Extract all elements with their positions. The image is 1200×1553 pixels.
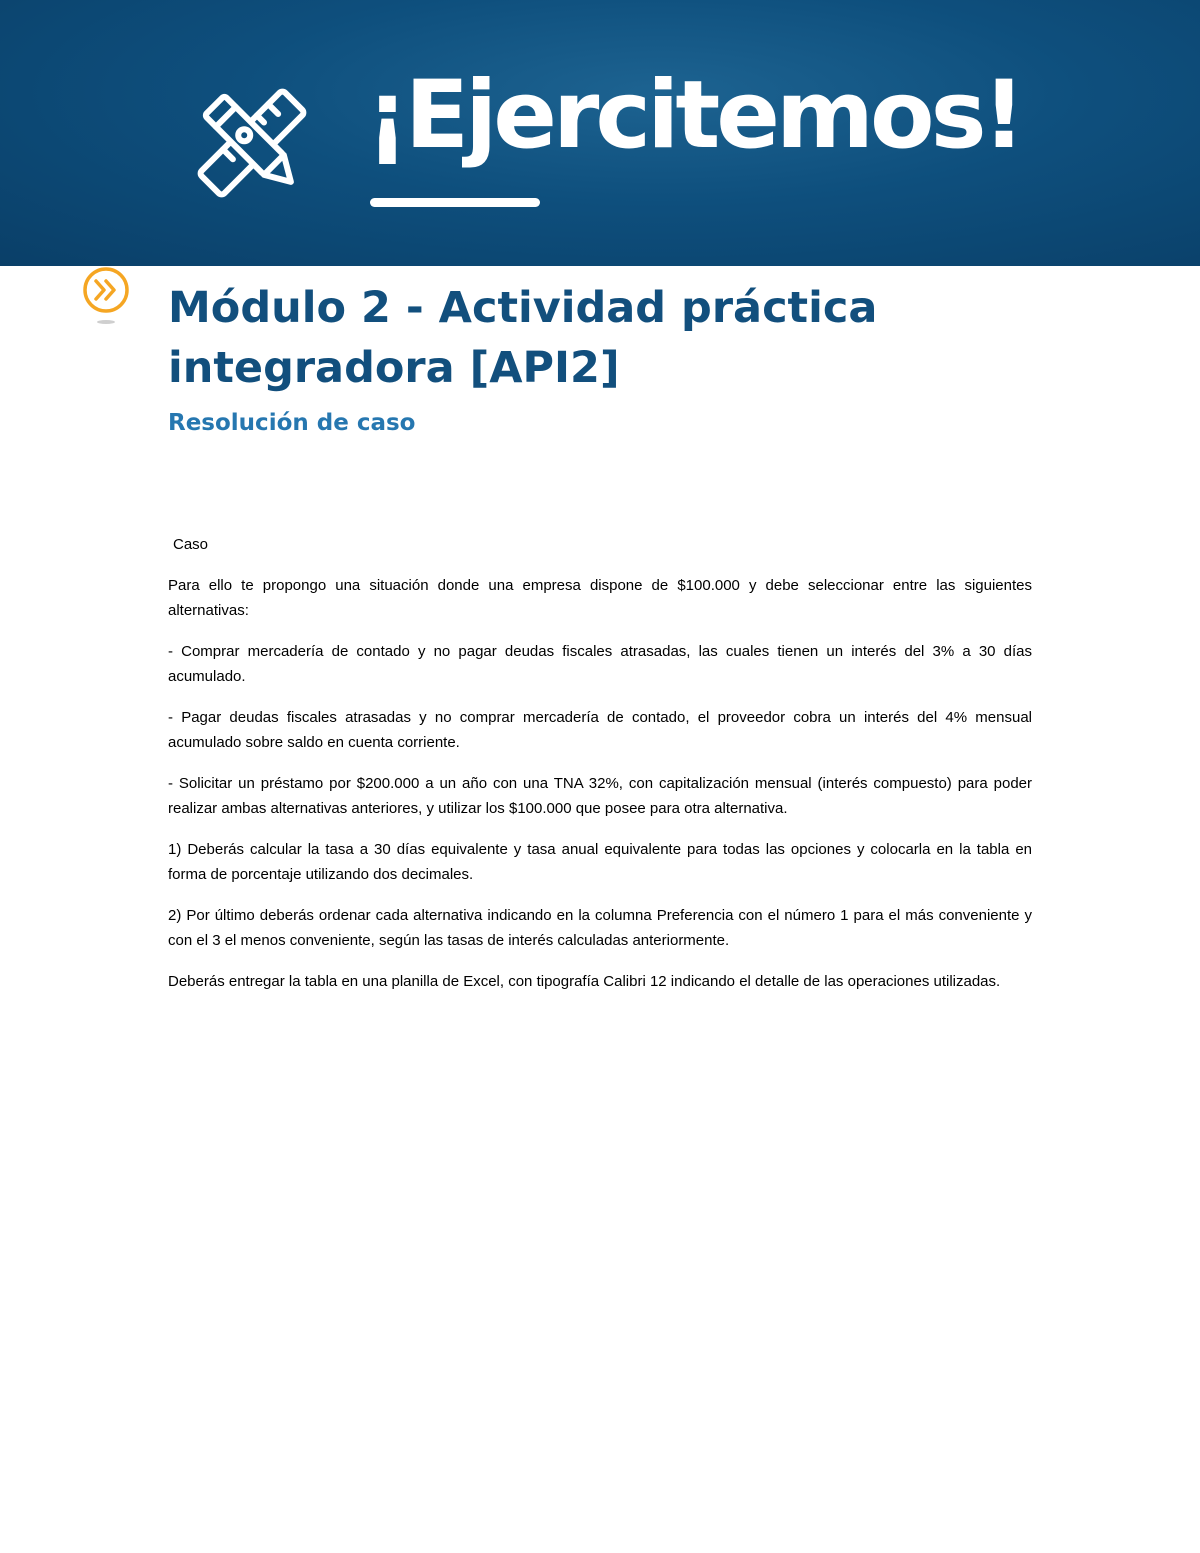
ruler-pencil-cross-icon xyxy=(196,86,308,200)
banner-underline xyxy=(370,198,540,207)
page-subtitle: Resolución de caso xyxy=(168,410,416,436)
instruction-2: 2) Por último deberás ordenar cada alternativa indicando en la columna Preferencia con el número 1 para el más conveniente y con el 3 el menos conveniente, según las tasas de interés calculadas anteriormente. xyxy=(168,907,1032,949)
banner-title: ¡Ejercitemos! xyxy=(366,61,1022,170)
delivery-instruction: Deberás entregar la tabla en una planilla de Excel, con tipografía Calibri 12 indicando el detalle de las operaciones utilizadas. xyxy=(168,973,1001,990)
case-alternative-2: - Pagar deudas fiscales atrasadas y no comprar mercadería de contado, el proveedor cobra un interés del 4% mensual acumulado sobre saldo en cuenta corriente. xyxy=(168,709,1032,751)
double-chevron-right-icon xyxy=(80,266,132,326)
instruction-1: 1) Deberás calcular la tasa a 30 días equivalente y tasa anual equivalente para todas las opciones y colocarla en la tabla en forma de porcentaje utilizando dos decimales. xyxy=(168,841,1032,883)
case-alternative-1: - Comprar mercadería de contado y no pagar deudas fiscales atrasadas, las cuales tienen un interés del 3% a 30 días acumulado. xyxy=(168,643,1032,685)
banner xyxy=(0,0,1200,266)
case-label: Caso xyxy=(173,536,209,553)
case-alternative-3: - Solicitar un préstamo por $200.000 a un año con una TNA 32%, con capitalización mensual (interés compuesto) para poder realizar ambas alternativas anteriores, y utilizar los $100.000 que posee para otra alternativa. xyxy=(168,775,1032,817)
page-title: Módulo 2 - Actividad práctica integradora [API2] xyxy=(168,283,878,393)
case-content xyxy=(168,532,1032,1010)
case-paragraph: Para ello te propongo una situación donde una empresa dispone de $100.000 y debe seleccionar entre las siguientes alternativas: xyxy=(168,577,1032,619)
